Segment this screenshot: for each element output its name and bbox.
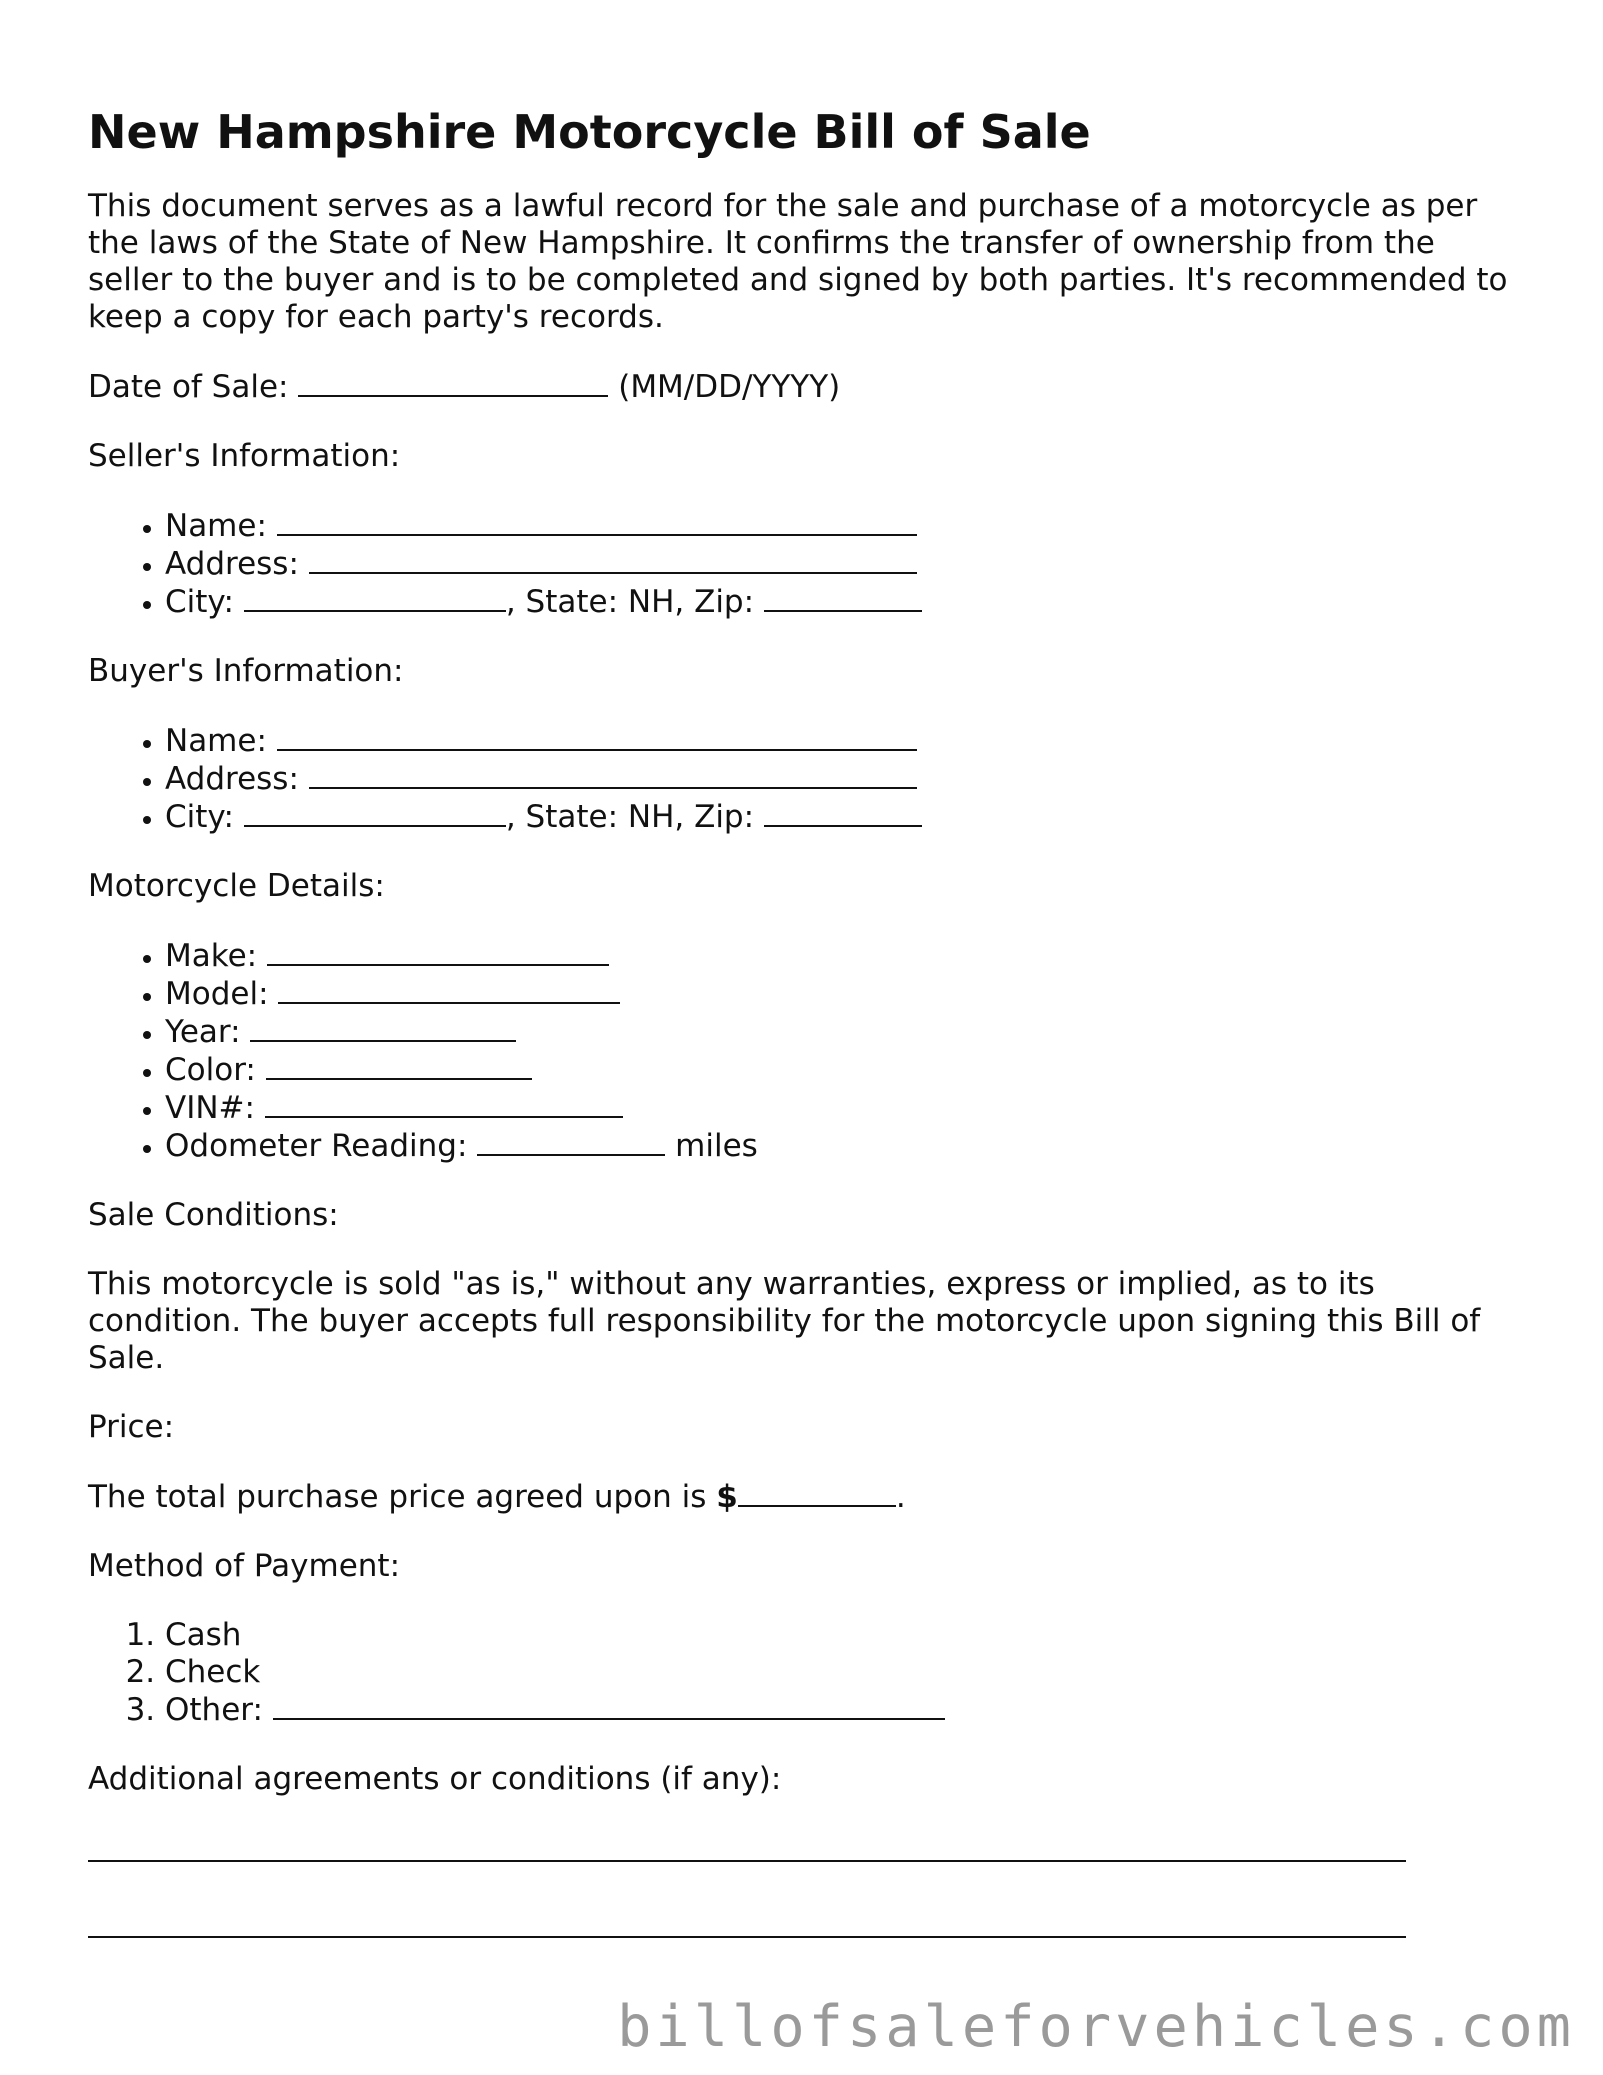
buyer-info-list: [88, 722, 1518, 836]
motorcycle-details-list: [88, 937, 1518, 1165]
seller-name-blank[interactable]: [277, 507, 917, 536]
year-item: [165, 1013, 1518, 1051]
motorcycle-heading: Motorcycle Details:: [88, 868, 385, 904]
payment-other-blank[interactable]: [273, 1691, 945, 1720]
price-blank[interactable]: [738, 1478, 896, 1507]
buyer-address-label: Address:: [165, 761, 299, 797]
odometer-unit: miles: [675, 1128, 758, 1164]
additional-heading: Additional agreements or conditions (if any):: [88, 1761, 782, 1797]
seller-address-item: [165, 545, 1518, 583]
buyer-name-item: [165, 722, 1518, 760]
make-blank[interactable]: [267, 937, 609, 966]
year-label: Year:: [165, 1014, 241, 1050]
price-text: The total purchase price agreed upon is: [88, 1479, 707, 1515]
make-label: Make:: [165, 938, 258, 974]
seller-name-label: Name:: [165, 508, 267, 544]
date-of-sale-label: Date of Sale:: [88, 369, 289, 405]
buyer-heading: Buyer's Information:: [88, 653, 404, 689]
payment-option-other[interactable]: [165, 1691, 1518, 1729]
seller-state-zip-label: , State: NH, Zip:: [505, 584, 755, 620]
model-label: Model:: [165, 976, 269, 1012]
sale-conditions-text: This motorcycle is sold "as is," without any warranties, express or implied, as to its condition. The buyer accepts full responsibility for the motorcycle upon signing this Bill of Sale.: [88, 1266, 1481, 1376]
odometer-label: Odometer Reading:: [165, 1128, 468, 1164]
vin-item: [165, 1089, 1518, 1127]
make-item: [165, 937, 1518, 975]
document-body: [88, 104, 1518, 2012]
buyer-name-label: Name:: [165, 723, 267, 759]
vin-label: VIN#:: [165, 1090, 255, 1126]
payment-options-list: [88, 1617, 1518, 1729]
color-blank[interactable]: [266, 1051, 532, 1080]
price-heading: Price:: [88, 1409, 175, 1445]
seller-info-list: [88, 507, 1518, 621]
page-title: New Hampshire Motorcycle Bill of Sale: [88, 105, 1091, 159]
seller-city-item: [165, 583, 1518, 621]
color-item: [165, 1051, 1518, 1089]
buyer-state-zip-label: , State: NH, Zip:: [505, 799, 755, 835]
buyer-address-item: [165, 760, 1518, 798]
seller-name-item: [165, 507, 1518, 545]
payment-heading: Method of Payment:: [88, 1548, 401, 1584]
buyer-city-item: [165, 798, 1518, 836]
model-item: [165, 975, 1518, 1013]
color-label: Color:: [165, 1052, 256, 1088]
seller-address-label: Address:: [165, 546, 299, 582]
model-blank[interactable]: [278, 975, 620, 1004]
price-currency: $: [716, 1479, 738, 1515]
payment-option-cash[interactable]: 1. Cash: [165, 1617, 1518, 1654]
date-of-sale-blank[interactable]: [298, 368, 608, 397]
date-of-sale-line: [88, 368, 1518, 406]
seller-city-label: City:: [165, 584, 234, 620]
buyer-city-label: City:: [165, 799, 234, 835]
payment-other-label: Other:: [165, 1692, 263, 1728]
buyer-city-blank[interactable]: [244, 798, 506, 827]
intro-paragraph: This document serves as a lawful record for the sale and purchase of a motorcycle as per the laws of the State of New Hampshire. It confirms the transfer of ownership from the seller to the buyer and is to be completed and signed by both parties. It's recommended to keep a copy for each party's records.: [88, 188, 1508, 335]
payment-option-check[interactable]: 2. Check: [165, 1654, 1518, 1691]
vin-blank[interactable]: [265, 1089, 623, 1118]
additional-line-2[interactable]: [88, 1936, 1406, 1938]
seller-zip-blank[interactable]: [764, 583, 922, 612]
odometer-blank[interactable]: [477, 1127, 665, 1156]
seller-city-blank[interactable]: [244, 583, 506, 612]
buyer-zip-blank[interactable]: [764, 798, 922, 827]
additional-line-1[interactable]: [88, 1860, 1406, 1862]
price-period: .: [895, 1479, 906, 1515]
buyer-address-blank[interactable]: [309, 760, 917, 789]
buyer-name-blank[interactable]: [277, 722, 917, 751]
watermark-text: billofsaleforvehicles.com: [617, 1994, 1575, 2060]
year-blank[interactable]: [250, 1013, 516, 1042]
price-line: [88, 1478, 1518, 1516]
date-format-hint: (MM/DD/YYYY): [618, 369, 841, 405]
seller-heading: Seller's Information:: [88, 438, 401, 474]
odometer-item: [165, 1127, 1518, 1165]
seller-address-blank[interactable]: [309, 545, 917, 574]
sale-conditions-heading: Sale Conditions:: [88, 1197, 339, 1233]
